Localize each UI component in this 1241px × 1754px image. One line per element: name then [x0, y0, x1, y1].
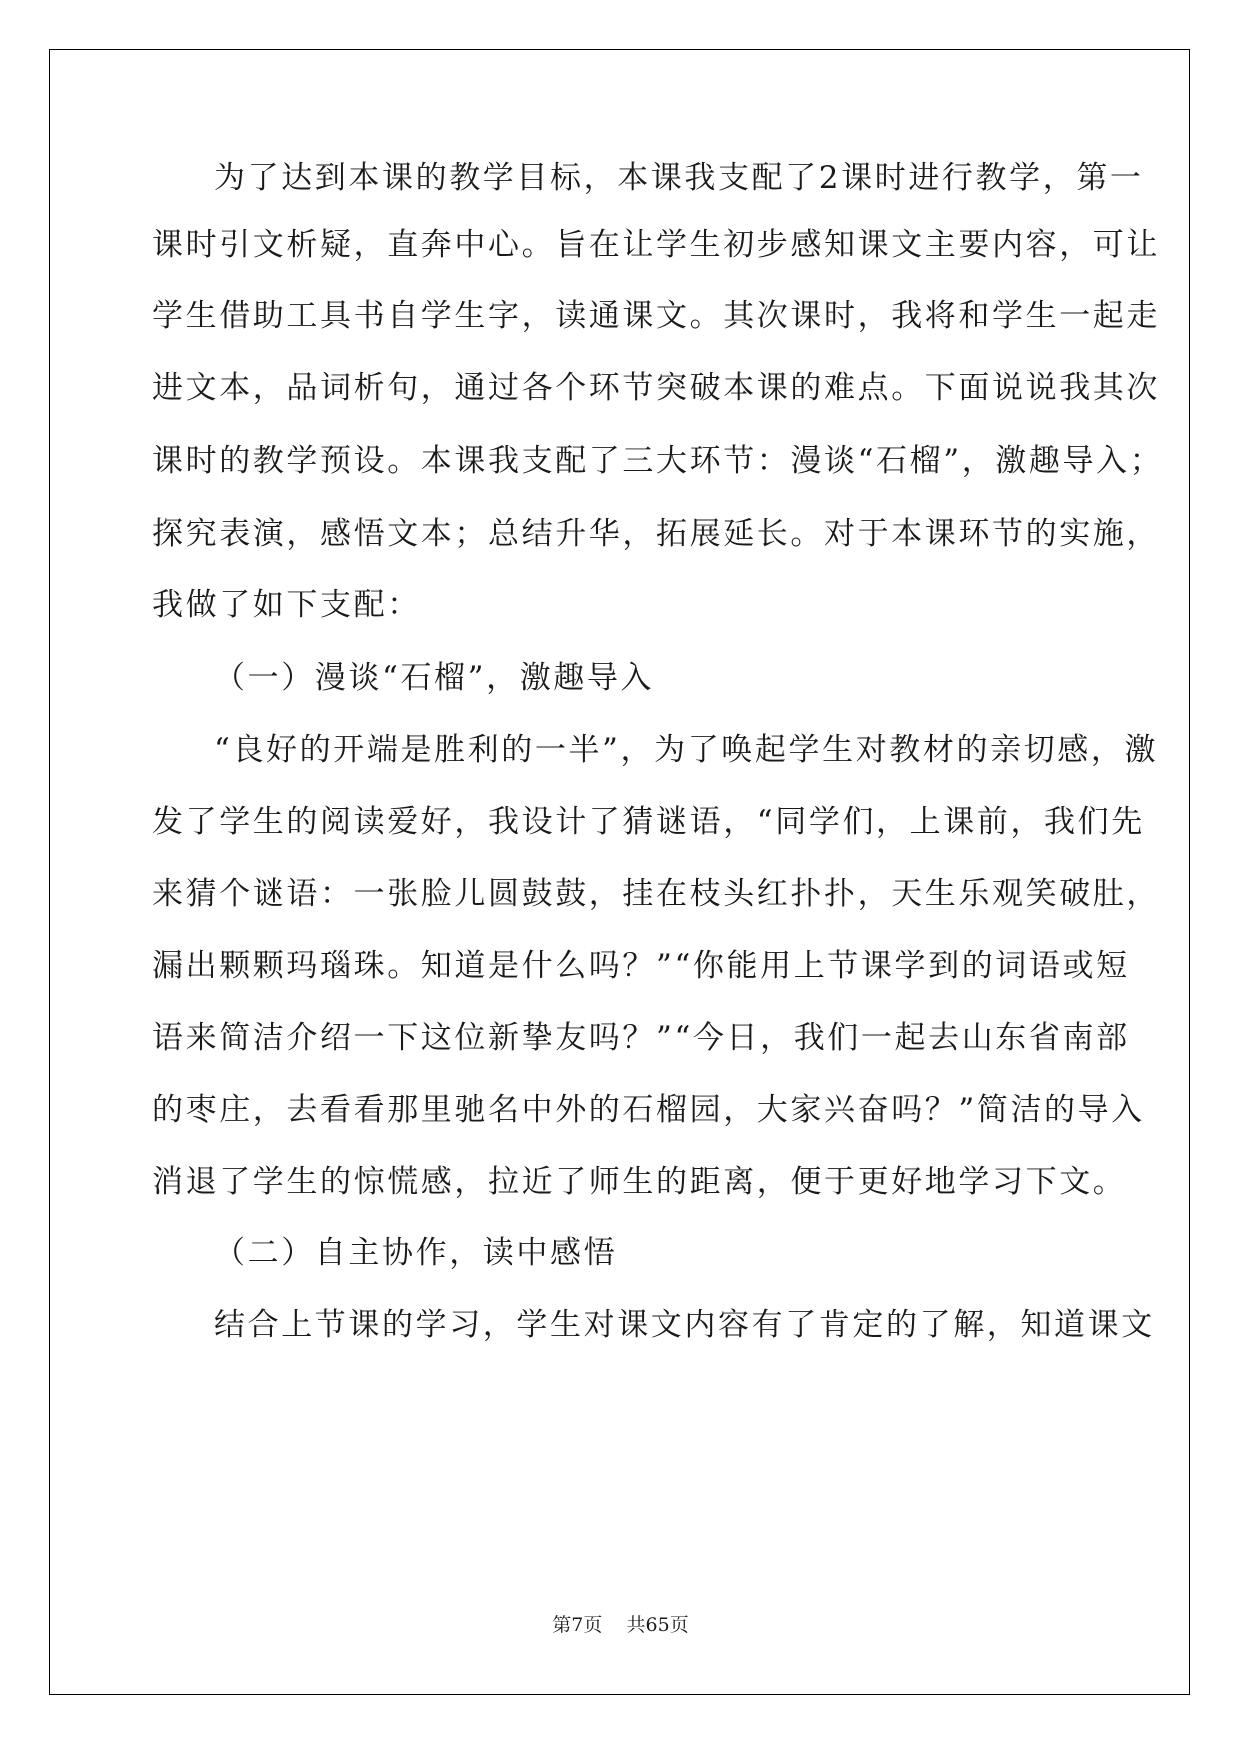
section-heading-one: （一）漫谈“石榴”，激趣导入 — [214, 660, 655, 696]
paragraph-line: 课时的教学预设。本课我支配了三大环节：漫谈“石榴”，激趣导入； — [152, 443, 1164, 479]
paragraph-line: 的枣庄，去看看那里驰名中外的石榴园，大家兴奋吗？”简洁的导入 — [152, 1092, 1145, 1128]
paragraph-line: “良好的开端是胜利的一半”，为了唤起学生对教材的亲切感，激 — [214, 732, 1159, 768]
page-footer — [0, 1613, 1241, 1637]
page-total: 共65页 — [626, 1614, 689, 1636]
paragraph-line: 学生借助工具书自学生字，读通课文。其次课时，我将和学生一起走 — [152, 298, 1160, 334]
paragraph-line: 来猜个谜语：一张脸儿圆鼓鼓，挂在枝头红扑扑，天生乐观笑破肚， — [152, 876, 1160, 912]
paragraph-line: 课时引文析疑，直奔中心。旨在让学生初步感知课文主要内容，可让 — [152, 227, 1160, 263]
paragraph-line: 发了学生的阅读爱好，我设计了猜谜语，“同学们，上课前，我们先 — [152, 804, 1145, 840]
paragraph-line: 消退了学生的惊慌感，拉近了师生的距离，便于更好地学习下文。 — [152, 1164, 1127, 1200]
paragraph-line: 进文本，品词析句，通过各个环节突破本课的难点。下面说说我其次 — [152, 370, 1160, 406]
paragraph-line: 我做了如下支配： — [152, 587, 421, 623]
paragraph-line: 探究表演，感悟文本；总结升华，拓展延长。对于本课环节的实施， — [152, 516, 1160, 552]
section-heading-two: （二）自主协作，读中感悟 — [214, 1235, 618, 1271]
paragraph-line: 漏出颗颗玛瑙珠。知道是什么吗？”“你能用上节课学到的词语或短 — [152, 948, 1130, 984]
paragraph-line: 结合上节课的学习，学生对课文内容有了肯定的了解，知道课文 — [214, 1307, 1155, 1343]
paragraph-line: 语来简洁介绍一下这位新挚友吗？”“今日，我们一起去山东省南部 — [152, 1020, 1130, 1056]
page-number: 第7页 — [552, 1614, 603, 1636]
paragraph-line: 为了达到本课的教学目标，本课我支配了2课时进行教学，第一 — [214, 160, 1144, 196]
